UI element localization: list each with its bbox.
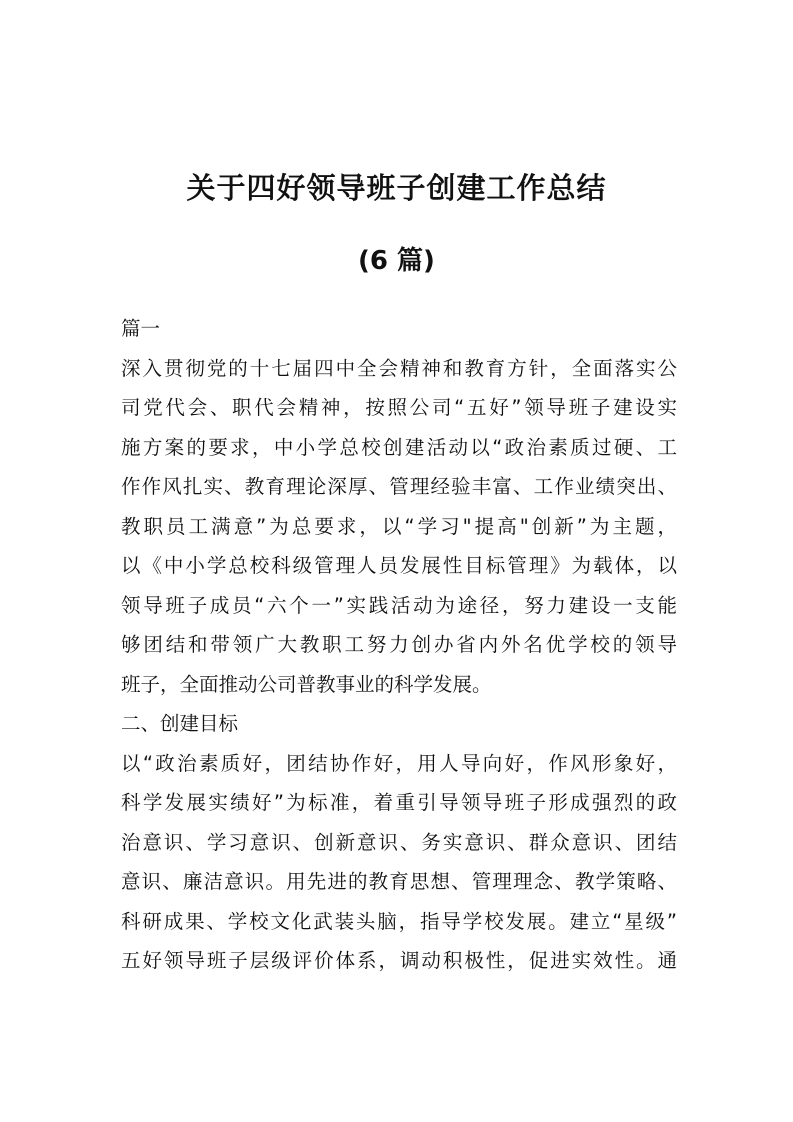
document-subtitle: (6 篇) (358, 246, 435, 276)
paragraph-line: 深入贯彻党的十七届四中全会精神和教育方针，全面落实公 (121, 356, 677, 380)
paragraph-line: 领导班子成员“六个一”实践活动为途径，努力建设一支能 (121, 593, 677, 617)
paragraph-line: 班子，全面推动公司普教事业的科学发展。 (121, 672, 492, 696)
paragraph-line: 司党代会、职代会精神，按照公司“五好”领导班子建设实 (121, 396, 677, 419)
paragraph-line: 治意识、学习意识、创新意识、务实意识、群众意识、团结 (121, 830, 677, 854)
paragraph-line: 以《中小学总校科级管理人员发展性目标管理》为载体，以 (121, 554, 677, 577)
paragraph-line: 科学发展实绩好”为标准，着重引导领导班子形成强烈的政 (121, 791, 677, 814)
paragraph-line: 教职员工满意”为总要求，以“学习"提高"创新”为主题， (121, 514, 677, 538)
paragraph-line: 够团结和带领广大教职工努力创办省内外名优学校的领导 (121, 633, 677, 656)
document-body (121, 309, 677, 981)
section-heading-part-one: 篇一 (121, 317, 161, 340)
paragraph-line: 作作风扎实、教育理论深厚、管理经验丰富、工作业绩突出、 (121, 475, 677, 498)
paragraph-line: 意识、廉洁意识。用先进的教育思想、管理理念、教学策略、 (121, 870, 677, 893)
paragraph-line: 施方案的要求，中小学总校创建活动以“政治素质过硬、工 (121, 435, 677, 459)
paragraph-line: 五好领导班子层级评价体系，调动积极性，促进实效性。通 (121, 949, 677, 972)
document-title: 关于四好领导班子创建工作总结 (186, 171, 607, 205)
paragraph-line: 科研成果、学校文化武装头脑，指导学校发展。建立“星级” (121, 909, 677, 933)
paragraph-line: 以“政治素质好，团结协作好，用人导向好，作风形象好， (121, 751, 677, 775)
section-heading-goals: 二、创建目标 (121, 712, 239, 735)
